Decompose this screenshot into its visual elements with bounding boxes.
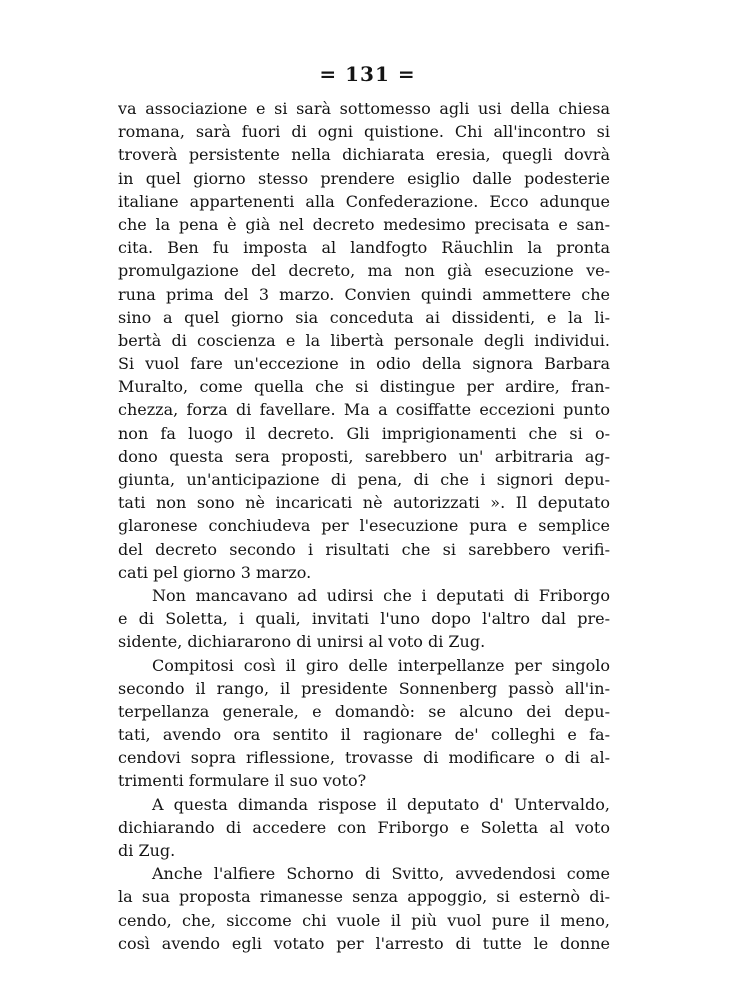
text-line: italiane appartenenti alla Confederazione. Ecco adunque [118,191,610,211]
text-line: Muralto, come quella che si distingue per ardire, fran- [118,377,610,397]
text-line: cendo, che, siccome chi vuole il più vuol pure il meno, [118,910,610,930]
text-line: sidente, dichiararono di unirsi al voto di Zug. [118,632,486,652]
text-line: trimenti formulare il suo voto? [118,771,367,791]
text-line: runa prima del 3 marzo. Convien quindi ammettere che [118,284,610,304]
text-line: giunta, un'anticipazione di pena, di che i signori depu- [118,470,610,489]
paragraph-3 [118,654,610,793]
text-line: dono questa sera proposti, sarebbero un' arbitraria ag- [118,446,610,466]
text-line: promulgazione del decreto, ma non già esecuzione ve- [118,261,610,281]
text-line: del decreto secondo i risultati che si sarebbero verifi- [118,539,610,559]
text-line: che la pena è già nel decreto medesimo precisata e san- [118,214,610,234]
text-line: va associazione e si sarà sottomesso agli usi della chiesa [118,99,610,118]
text-line: tati non sono nè incaricati nè autorizzati ». Il deputato [118,493,610,513]
body-text [118,97,610,955]
text-line: la sua proposta rimanesse senza appoggio, si esternò di- [118,887,610,907]
text-line: glaronese conchiudeva per l'esecuzione pura e semplice [118,516,610,536]
paragraph-2 [118,584,610,654]
text-line: romana, sarà fuori di ogni quistione. Chi all'incontro si [118,122,610,142]
text-line: e di Soletta, i quali, invitati l'uno dopo l'altro dal pre- [118,609,610,629]
text-line: così avendo egli votato per l'arresto di tutte le donne [118,933,610,953]
text-line: tati, avendo ora sentito il ragionare de' colleghi e fa- [118,725,610,745]
text-line: Si vuol fare un'eccezione in odio della signora Barbara [118,354,610,374]
paragraph-5 [118,862,610,955]
text-line: cati pel giorno 3 marzo. [118,562,312,582]
text-line: cita. Ben fu imposta al landfogto Räuchlin la pronta [118,238,610,258]
text-line: dichiarando di accedere con Friborgo e Soletta al voto [118,817,610,837]
text-line: in quel giorno stesso prendere esiglio dalle podesterie [118,168,610,188]
text-line: Anche l'alfiere Schorno di Svitto, avvedendosi come [152,864,610,884]
text-line: chezza, forza di favellare. Ma a cosiffatte eccezioni punto [118,400,610,420]
text-line: bertà di coscienza e la libertà personale degli individui. [118,330,610,350]
text-line: Non mancavano ad udirsi che i deputati di Friborgo [152,585,610,605]
text-line: non fa luogo il decreto. Gli imprigionamenti che si o- [118,423,610,443]
text-line: terpellanza generale, e domandò: se alcuno dei depu- [118,701,610,721]
text-line: di Zug. [118,841,176,860]
text-line: A questa dimanda rispose il deputato d' Untervaldo, [152,794,610,814]
paragraph-4 [118,793,610,863]
text-line: Compitosi così il giro delle interpellanze per singolo [152,655,610,675]
page-number: = 131 = [319,62,416,86]
text-line: secondo il rango, il presidente Sonnenberg passò all'in- [118,678,610,698]
text-line: troverà persistente nella dichiarata eresia, quegli dovrà [118,145,610,165]
paragraph-1 [118,97,610,584]
text-line: cendovi sopra riflessione, trovasse di modificare o di al- [118,748,610,768]
text-line: sino a quel giorno sia conceduta ai dissidenti, e la li- [118,307,610,327]
